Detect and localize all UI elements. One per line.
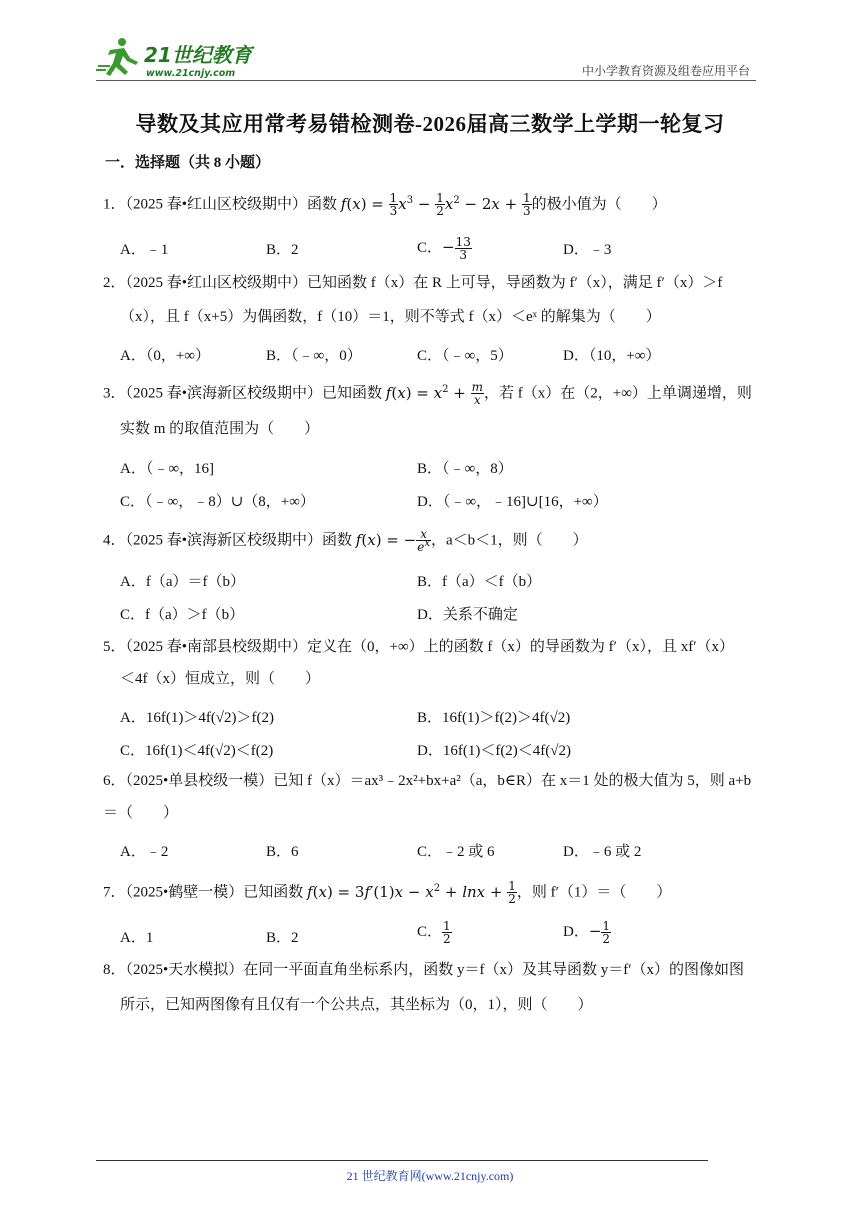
q4-option-b[interactable]: B．f（a）＜f（b） (417, 574, 542, 590)
question-4: 4．（2025 春•滨海新区校级期中）函数 f(x) = − $\frac{x}{e^x}$ ，a＜b＜1，则（ ） (103, 527, 588, 554)
question-1: 1．（2025 春•红山区校级期中）函数 f(x) = $\frac{1}{3}$ $x^3$ − $\frac{1}{2}$ $x^2 - 2x$ + $\frac{1}{3}$ 的极小值为（ ） (103, 191, 667, 218)
q3-option-c[interactable]: C．（﹣∞，﹣8）∪（8，+∞） (120, 494, 315, 510)
question-5: 5．（2025 春•南部县校级期中）定义在（0，+∞）上的函数 f（x）的导函数为 f′（x），且 xf′（x） (103, 639, 734, 655)
question-3-line2: 实数 m 的取值范围为（ ） (120, 421, 320, 437)
q2-option-d[interactable]: D．（10，+∞） (563, 348, 661, 364)
section-heading: 一．选择题（共 8 小题） (105, 155, 271, 171)
question-5-line2: ＜4f（x）恒成立，则（ ） (120, 671, 320, 687)
q2-option-a[interactable]: A．（0，+∞） (120, 348, 210, 364)
question-8-line2: 所示，已知两图像有且仅有一个公共点，其坐标为（0，1），则（ ） (120, 997, 593, 1013)
q1-option-a[interactable]: A．﹣1 (120, 242, 169, 258)
q2-option-c[interactable]: C．（﹣∞，5） (417, 348, 513, 364)
q4-option-a[interactable]: A．f（a）＝f（b） (120, 574, 245, 590)
q4-option-c[interactable]: C．f（a）＞f（b） (120, 607, 245, 623)
q7-option-d[interactable]: D．− $\frac{1}{2}$ (563, 919, 611, 947)
q1-option-c[interactable]: C．− $\frac{13}{3}$ (417, 235, 471, 263)
q7-option-b[interactable]: B．2 (266, 930, 299, 946)
platform-name: 中小学教育资源及组卷应用平台 (581, 64, 750, 78)
q7-formula: $f(x) = 3f'(1)x - x^2 + \ln x$ + $\frac{1}{2}$ (307, 879, 516, 906)
q1-option-b[interactable]: B．2 (266, 242, 299, 258)
q5-option-d[interactable]: D．16f(1)＜f(2)＜4f(√2) (417, 743, 572, 759)
question-3: 3．（2025 春•滨海新区校级期中）已知函数 $f(x) = x^2$ + $\frac{m}{x}$ ，若 f（x）在（2，+∞）上单调递增，则 (103, 380, 752, 407)
logo-url: www.21cnjy.com (146, 68, 236, 79)
q7-option-c[interactable]: C． $\frac{1}{2}$ (417, 919, 451, 947)
q1-option-d[interactable]: D．﹣3 (563, 242, 612, 258)
footer-divider (96, 1160, 708, 1161)
question-6: 6．（2025•单县校级一模）已知 f（x）＝ax³﹣2x²+bx+a²（a，b∈R）在 x＝1 处的极大值为 5，则 a+b (103, 773, 752, 789)
q3-formula: $f(x) = x^2$ + $\frac{m}{x}$ (385, 380, 483, 407)
q3-option-b[interactable]: B．（﹣∞，8） (417, 461, 513, 477)
q6-option-d[interactable]: D．﹣6 或 2 (563, 844, 642, 860)
header-divider (96, 80, 756, 81)
q6-option-b[interactable]: B．6 (266, 844, 299, 860)
q7-option-a[interactable]: A．1 (120, 930, 154, 946)
q5-option-c[interactable]: C．16f(1)＜4f(√2)＜f(2) (120, 743, 274, 759)
logo-text: 21世纪教育 (144, 43, 252, 67)
q6-option-c[interactable]: C．﹣2 或 6 (417, 844, 495, 860)
q2-option-b[interactable]: B．（﹣∞，0） (266, 348, 362, 364)
q3-option-a[interactable]: A．（﹣∞，16] (120, 461, 215, 477)
page-title: 导数及其应用常考易错检测卷-2026届高三数学上学期一轮复习 (135, 112, 725, 136)
q5-option-b[interactable]: B．16f(1)＞f(2)＞4f(√2) (417, 710, 571, 726)
q5-option-a[interactable]: A．16f(1)＞4f(√2)＞f(2) (120, 710, 275, 726)
runner-icon (96, 38, 138, 76)
q6-option-a[interactable]: A．﹣2 (120, 844, 169, 860)
footer-link[interactable]: 21 世纪教育网(www.21cnjy.com) (346, 1169, 514, 1183)
question-8: 8．（2025•天水模拟）在同一平面直角坐标系内，函数 y＝f（x）及其导函数 y＝f′（x）的图像如图 (103, 962, 745, 978)
question-2-line2: （x），且 f（x+5）为偶函数，f（10）＝1，则不等式 f（x）＜eˣ 的解集为（ ） (120, 309, 661, 325)
q4-option-d[interactable]: D．关系不确定 (417, 607, 518, 623)
question-2: 2．（2025 春•红山区校级期中）已知函数 f（x）在 R 上可导，导函数为 f′（x），满足 f′（x）＞f (103, 275, 723, 291)
question-7: 7．（2025•鹤壁一模）已知函数 $f(x) = 3f'(1)x - x^2 + \ln x$ + $\frac{1}{2}$ ，则 f′（1）＝（ ） (103, 879, 672, 906)
logo (96, 36, 261, 80)
question-6-line2: ＝（ ） (103, 805, 179, 821)
q1-formula: f(x) = $\frac{1}{3}$ $x^3$ − $\frac{1}{2}$ $x^2 - 2x$ + $\frac{1}{3}$ (340, 191, 531, 218)
q4-formula: f(x) = − $\frac{x}{e^x}$ (355, 527, 430, 554)
q3-option-d[interactable]: D．（﹣∞，﹣16]∪[16，+∞） (417, 494, 608, 510)
